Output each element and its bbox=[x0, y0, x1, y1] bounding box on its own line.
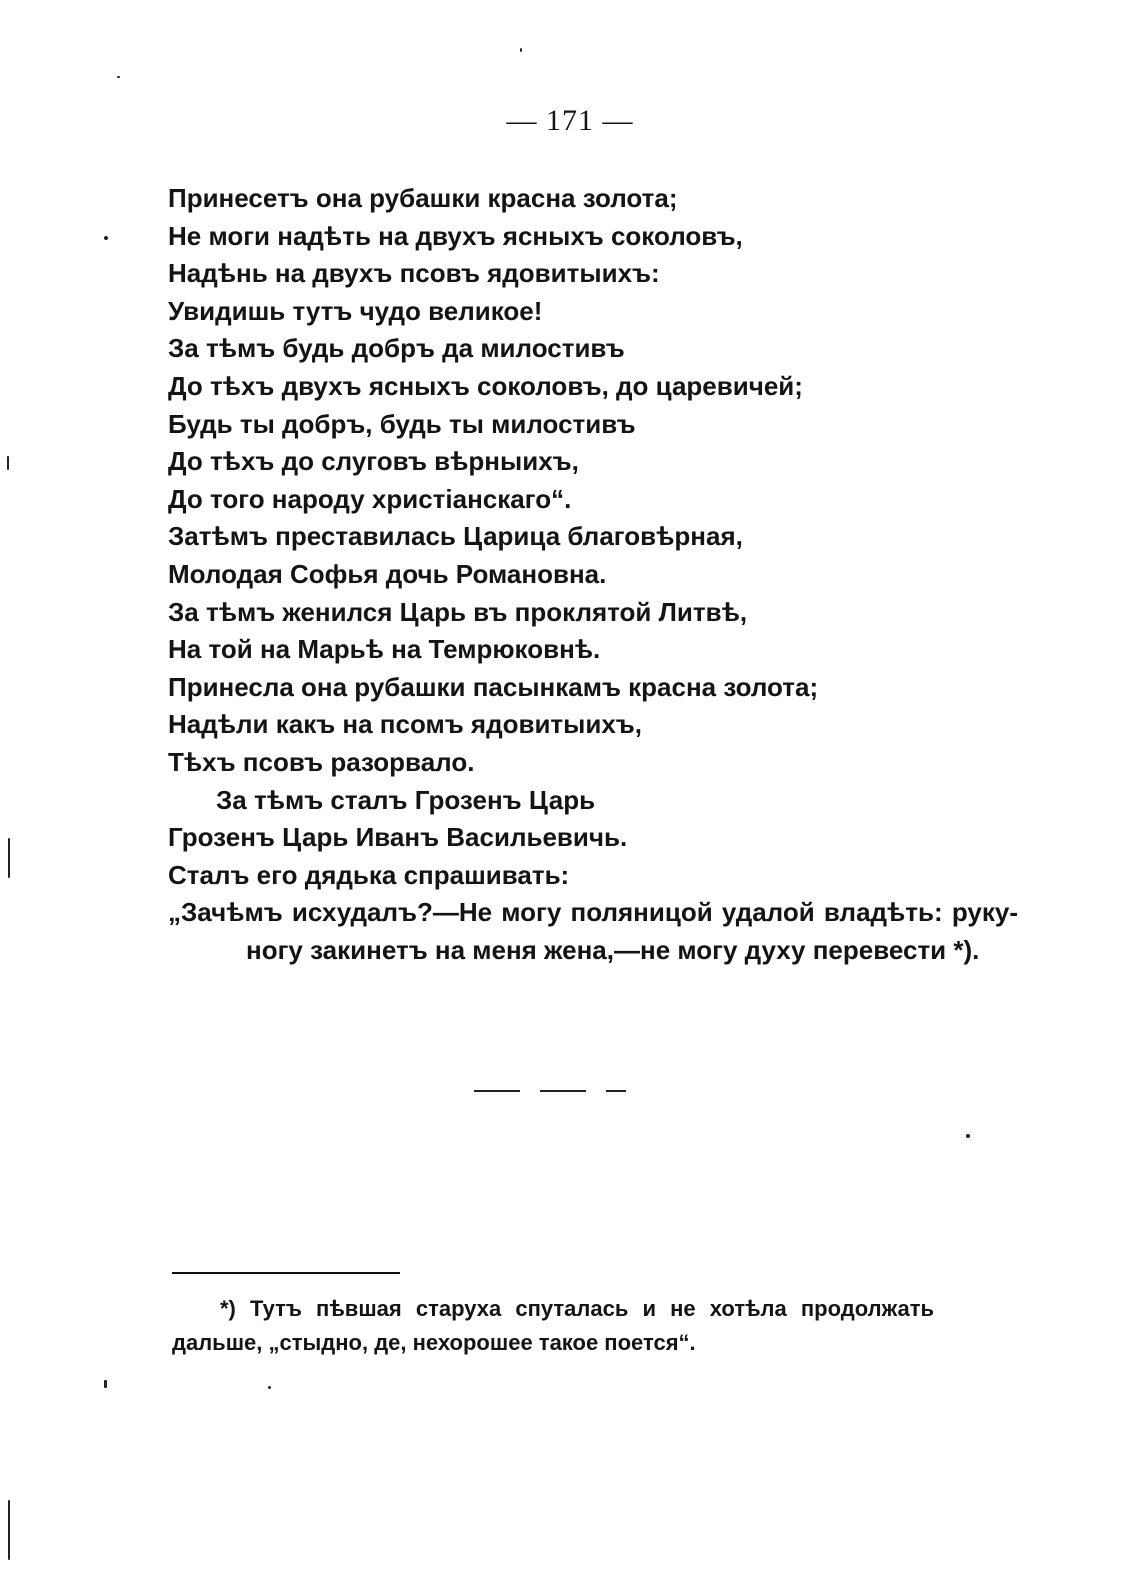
scan-speck bbox=[104, 236, 108, 240]
verse-line: За тѣмъ будь добръ да милостивъ bbox=[168, 333, 625, 364]
section-divider bbox=[474, 1090, 626, 1092]
verse-line: До тѣхъ двухъ ясныхъ соколовъ, до царевичей; bbox=[168, 370, 803, 401]
verse-line: Надѣли какъ на псомъ ядовитыихъ, bbox=[168, 709, 642, 740]
verse-line: Будь ты добръ, будь ты милостивъ bbox=[168, 408, 636, 439]
scan-speck bbox=[104, 1380, 107, 1388]
verse-line: Сталъ его дядька спрашивать: bbox=[168, 859, 570, 890]
verse-line: На той на Марьѣ на Темрюковнѣ. bbox=[168, 634, 601, 665]
scan-speck bbox=[966, 1134, 970, 1138]
scan-speck bbox=[520, 48, 522, 52]
page-number: — 171 — bbox=[506, 104, 634, 137]
verse-line: Надѣнь на двухъ псовъ ядовитыихъ: bbox=[168, 258, 660, 289]
scan-speck bbox=[7, 456, 9, 470]
verse-line: Не моги надѣть на двухъ ясныхъ соколовъ, bbox=[168, 220, 743, 251]
closing-paragraph: „Зачѣмъ исхудалъ?—Не могу поляницой удалой владѣть: руку-ногу закинетъ на меня жена,—не могу духу перевести *). bbox=[168, 897, 1018, 965]
verse-line: Тѣхъ псовъ разорвало. bbox=[168, 746, 475, 777]
poem-text bbox=[168, 180, 1018, 969]
verse-line: Молодая Софья дочь Романовна. bbox=[168, 558, 607, 589]
verse-line: Затѣмъ преставилась Царица благовѣрная, bbox=[168, 521, 743, 552]
verse-line: До того народу христіанскаго“. bbox=[168, 483, 572, 514]
verse-line: Принесла она рубашки пасынкамъ красна золота; bbox=[168, 671, 819, 702]
verse-line: Увидишь тутъ чудо великое! bbox=[168, 295, 543, 326]
footnote: *) Тутъ пѣвшая старуха спуталась и не хотѣла продолжать дальше, „стыдно, де, нехорошее такое поется“. bbox=[172, 1296, 934, 1355]
verse-line: Грозенъ Царь Иванъ Васильевичь. bbox=[168, 822, 628, 853]
scan-speck bbox=[8, 1500, 10, 1560]
verse-line: За тѣмъ сталъ Грозенъ Царь bbox=[216, 784, 596, 815]
verse-line: До тѣхъ до слуговъ вѣрныихъ, bbox=[168, 446, 579, 477]
verse-line: За тѣмъ женился Царь въ проклятой Литвѣ, bbox=[168, 596, 748, 627]
scan-speck bbox=[117, 76, 120, 78]
scan-speck bbox=[8, 838, 10, 878]
footnote-rule bbox=[172, 1272, 400, 1274]
scan-speck bbox=[268, 1386, 271, 1389]
verse-line: Принесетъ она рубашки красна золота; bbox=[168, 183, 678, 213]
